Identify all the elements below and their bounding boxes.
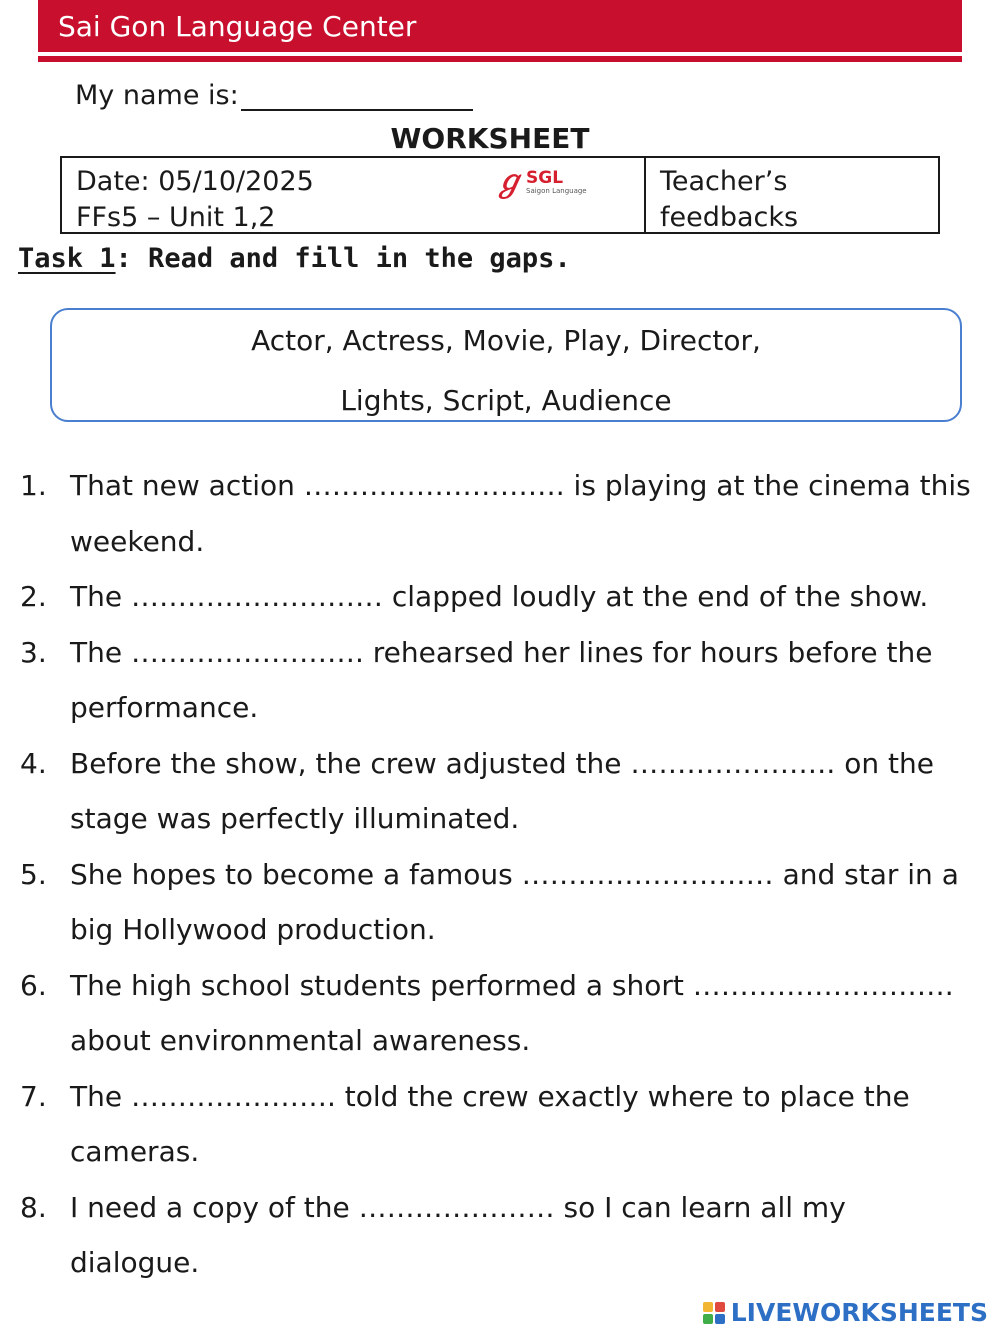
question-text: That new action ………………………. is playing at the cinema this weekend.	[70, 469, 971, 558]
question-item	[20, 569, 980, 625]
question-text: She hopes to become a famous ……………………… and star in a big Hollywood production.	[70, 857, 959, 946]
question-number: 5.	[20, 857, 47, 891]
header-bar	[38, 0, 962, 56]
header-title: Sai Gon Language Center	[58, 10, 417, 43]
question-item	[20, 458, 980, 569]
question-text: Before the show, the crew adjusted the …………………. on the stage was perfectly illuminated.	[70, 746, 934, 835]
worksheet-title: WORKSHEET	[390, 122, 590, 155]
question-item	[20, 847, 980, 958]
question-item	[20, 958, 980, 1069]
question-item	[20, 1069, 980, 1180]
question-number: 8.	[20, 1190, 47, 1224]
word-bank-box	[50, 308, 962, 422]
liveworksheets-brand: LIVEWORKSHEETS	[730, 1298, 988, 1327]
question-number: 2.	[20, 580, 47, 613]
feedback-label-line1: Teacher’s	[660, 166, 788, 197]
info-date-cell	[62, 158, 646, 232]
info-table	[60, 156, 940, 234]
question-number: 4.	[20, 746, 47, 780]
feedback-label-line2: feedbacks	[660, 202, 799, 233]
question-number: 6.	[20, 968, 47, 1002]
word-bank-line-2: Lights, Script, Audience	[340, 384, 672, 417]
question-item	[20, 625, 980, 736]
unit-text: FFs5 – Unit 1,2	[76, 202, 276, 233]
question-number: 7.	[20, 1079, 47, 1113]
name-input-line[interactable]	[241, 83, 473, 111]
liveworksheets-logo	[703, 1298, 988, 1327]
task-label: Task 1	[18, 243, 116, 274]
word-bank-line-1: Actor, Actress, Movie, Play, Director,	[251, 324, 761, 357]
date-text: Date: 05/10/2025	[76, 166, 314, 197]
question-item	[20, 736, 980, 847]
name-row	[75, 80, 473, 111]
question-text: The ……………………… clapped loudly at the end of the show.	[70, 580, 929, 613]
task-heading	[18, 243, 571, 274]
sgl-logo	[494, 164, 587, 200]
question-item	[20, 1180, 980, 1291]
question-number: 1.	[20, 469, 47, 502]
liveworksheets-icon	[703, 1302, 725, 1324]
question-text: The …………………. told the crew exactly where to place the cameras.	[70, 1079, 910, 1168]
sgl-logo-sub: Saigon Language	[526, 187, 587, 195]
question-text: The ……………………. rehearsed her lines for hours before the performance.	[70, 635, 933, 724]
question-text: I need a copy of the ………………… so I can learn all my dialogue.	[70, 1190, 846, 1279]
question-number: 3.	[20, 635, 47, 669]
sgl-logo-name: SGL	[526, 168, 564, 188]
teacher-feedback-cell	[646, 158, 938, 232]
question-list	[20, 458, 980, 1291]
question-text: The high school students performed a short ………………………. about environmental awareness.	[70, 968, 954, 1057]
task-instruction: : Read and fill in the gaps.	[115, 243, 571, 274]
name-label: My name is:	[75, 80, 239, 111]
sgl-logo-icon: ℊ	[494, 164, 524, 199]
